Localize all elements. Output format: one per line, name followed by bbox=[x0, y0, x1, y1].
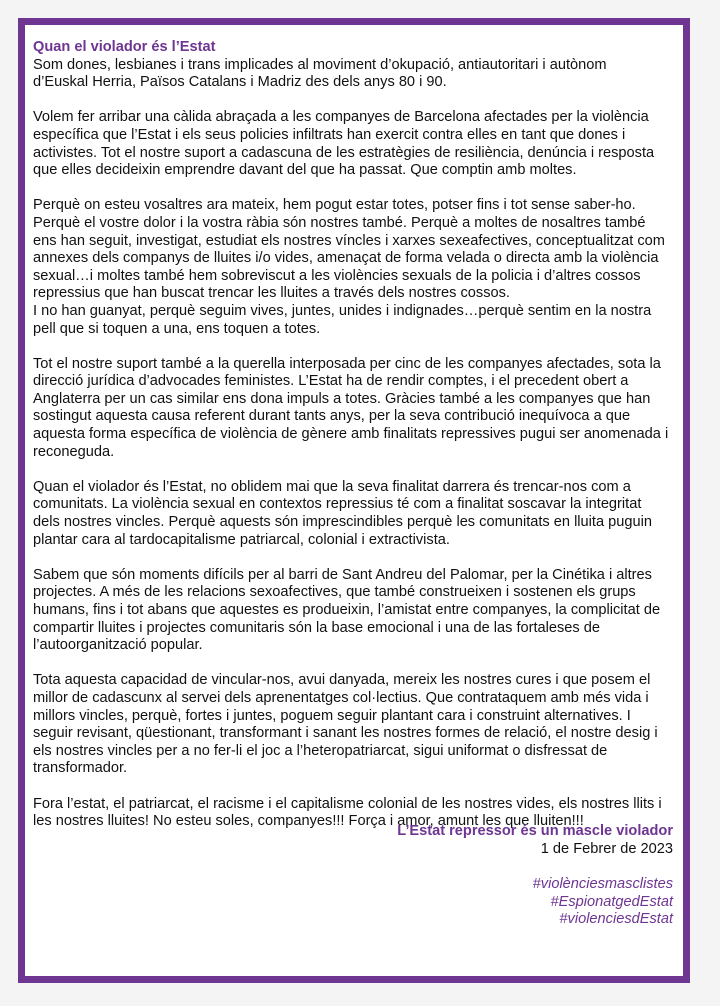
paragraph-2: Volem fer arribar una càlida abraçada a les companyes de Barcelona afectades per la violència específica que l’Estat i els seus policies infiltrats han exercit contra elles en tant que dones i activistes. Tot el nostre suport a cadascuna de les estratègies de resiliència, denúncia i resposta que elles decideixin emprendre davant del que ha passat. Que comptin amb moltes. bbox=[33, 109, 655, 179]
paragraph-5: Quan el violador és l’Estat, no oblidem mai que la seva finalitat darrera és trencar-nos com a comunitats. La violència sexual en contextos repressius té com a finalitat soscavar la integritat dels nostres vincles. Perquè aquests són imprescindibles perquè les comunitats en lluita puguin plantar cara al tardocapitalisme patriarcal, colonial i extractivista. bbox=[33, 478, 652, 548]
paragraph-3: Perquè on esteu vosaltres ara mateix, hem pogut estar totes, potser fins i tot sense saber-ho. Perquè el vostre dolor i la vostra ràbia són nostres també. Perquè a moltes de nosaltres també ens han seguit, investigat, estudiat els nostres víncles i xarxes sexeafectives, conceptualitzat com annexes dels companys de lluites i/o vides, amenaçat de forma velada o directa amb la violència sexual…i moltes també hem sobreviscut a les violències sexuals de la policia i d’altres cossos repressius que han buscat trencar les lluites a través dels nostres cossos. I no han guanyat, perquè seguim vives, juntes, unides i indignades…perquè sentim en la nostra pell que si toquen a una, ens toquen a totes. bbox=[33, 197, 665, 337]
paragraph-4: Tot el nostre suport també a la querella interposada per cinc de les companyes afectades, sota la direcció jurídica d’advocades feministes. L’Estat ha de rendir comptes, i el precedent obert a Anglaterra per un cas similar ens dona impuls a totes. Gràcies també a les companyes que han sostingut aquesta causa referent durant tants anys, per la seva contribució inequívoca a que aquesta forma específica de violència de gènere amb finalitats repressives pugui ser anomenada i reconeguda. bbox=[33, 355, 669, 460]
hashtag: #EspionatgedEstat bbox=[550, 893, 673, 910]
hashtag: #violenciesdEstat bbox=[559, 911, 673, 928]
hashtag: #violènciesmasclistes bbox=[532, 876, 673, 892]
signature-title: L’Estat repressor és un mascle violador bbox=[397, 823, 673, 839]
document-page bbox=[18, 18, 690, 983]
paragraph-6: Sabem que són moments difícils per al barri de Sant Andreu del Palomar, per la Cinétika i altres projectes. A més de les relacions sexoafectives, que també construeixen i sostenen els grups humans, fins i tot abans que aquestes es produeixin, l’amistat entre companyes, la complicitat de compartir lluites i projectes comunitaris són la base emocional i una de las fortaleses de l’autoorganització popular. bbox=[33, 566, 661, 654]
paragraph-8: Fora l’estat, el patriarcat, el racisme i el capitalisme colonial de les nostres vides, els nostres llits i les nostres lluites! No esteu soles, companyes!!! Força i amor, amunt les que lluiten!!! bbox=[33, 795, 662, 830]
document-body bbox=[33, 39, 683, 848]
hashtag-list bbox=[533, 876, 673, 929]
paragraph-1: Som dones, lesbianes i trans implicades al moviment d’okupació, antiautoritari i autònom d’Euskal Herria, Països Catalans i Madriz des dels anys 80 i 90. bbox=[33, 56, 607, 91]
signature-date: 1 de Febrer de 2023 bbox=[540, 840, 673, 857]
document-title: Quan el violador és l’Estat bbox=[33, 39, 216, 55]
paragraph-7: Tota aquesta capacidad de vincular-nos, avui danyada, mereix les nostres cures i que posem el millor de cadascunx al servei dels aprenentatges col·lectius. Que contrataquem amb més vida i millors vincles, perquè, fortes i juntes, poguem seguir plantant cara i construint alternatives. I seguir revisant, qüestionant, transformant i sanant les nostres formes de relació, el nostre desig i els nostres vincles per a no fer-li el joc a l’heteropatriarcat, sigui uniformat o disfressat de transformador. bbox=[33, 672, 658, 777]
signature-block bbox=[397, 823, 673, 858]
